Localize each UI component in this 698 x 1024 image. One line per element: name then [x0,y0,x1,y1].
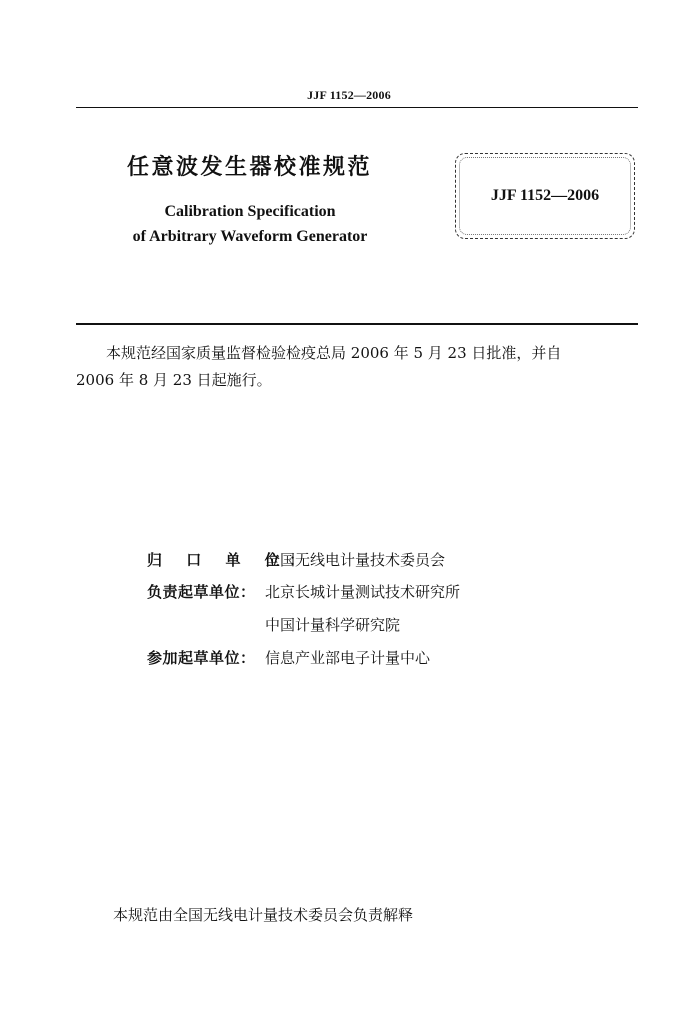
section-rule [76,323,638,325]
unit-row-responsible [147,549,445,570]
unit-value: 北京长城计量测试技术研究所 [265,583,461,601]
approval-line-2: 2006 年 8 月 23 日起施行。 [76,371,272,389]
header-rule [76,107,638,108]
approval-statement [76,340,638,394]
unit-value: 中国计量科学研究院 [265,616,401,634]
interpretation-note: 本规范由全国无线电计量技术委员会负责解释 [113,906,414,924]
specification-code-box [455,153,635,239]
unit-row-drafting-2 [147,614,400,635]
document-title-en-line1: Calibration Specification [164,203,336,220]
specification-code: JJF 1152—2006 [490,187,600,204]
unit-value: 信息产业部电子计量中心 [265,649,431,667]
unit-row-drafting [147,581,460,602]
document-title-en-line2: of Arbitrary Waveform Generator [132,228,368,245]
unit-value: 全国无线电计量技术委员会 [265,551,446,569]
unit-label: 参加起草单位： [147,649,256,667]
running-header: JJF 1152—2006 [307,88,391,102]
approval-line-1: 本规范经国家质量监督检验检疫总局 2006 年 5 月 23 日批准，并自 [106,344,562,362]
unit-row-participating [147,647,430,668]
unit-label: 负责起草单位： [147,583,256,601]
unit-label: 归 口 单 位： [147,551,314,569]
document-title-zh: 任意波发生器校准规范 [127,155,373,180]
